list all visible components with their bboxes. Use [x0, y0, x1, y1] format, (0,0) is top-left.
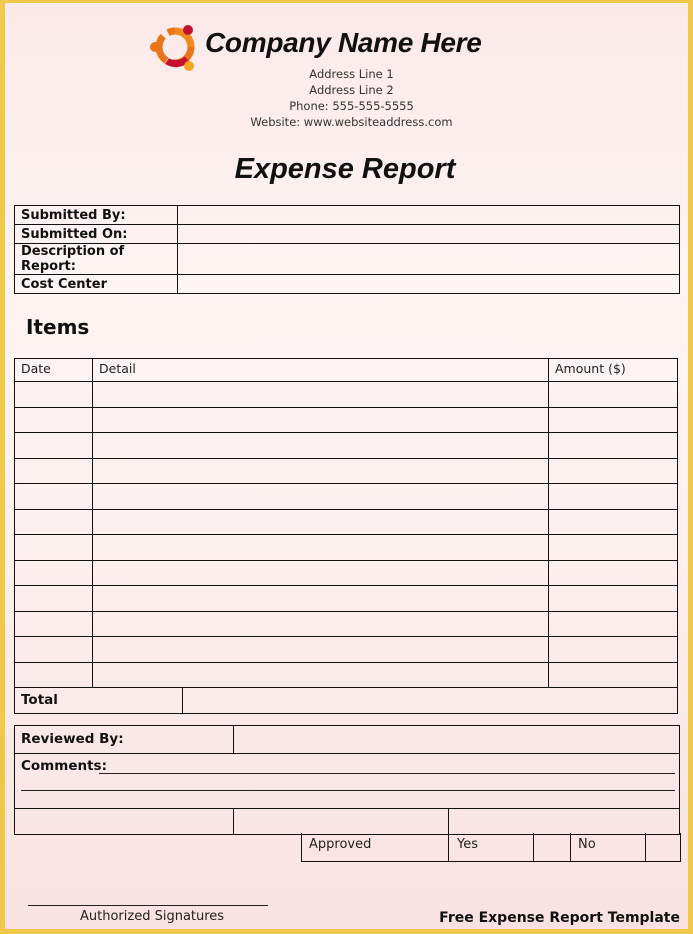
- submitted-by-field[interactable]: [178, 206, 680, 225]
- description-label: Description of Report:: [15, 244, 178, 275]
- total-field[interactable]: [184, 688, 677, 713]
- item-detail-cell[interactable]: [93, 509, 549, 535]
- item-detail-cell[interactable]: [93, 586, 549, 612]
- item-detail-cell[interactable]: [93, 535, 549, 561]
- comments-label: Comments:: [21, 758, 107, 774]
- approved-label: Approved: [309, 837, 372, 852]
- reviewed-by-field[interactable]: [235, 726, 679, 753]
- items-header-row: [15, 359, 678, 382]
- no-label: No: [578, 837, 596, 852]
- item-detail-cell[interactable]: [93, 611, 549, 637]
- review-box: [14, 725, 680, 835]
- item-amount-cell[interactable]: [549, 458, 678, 484]
- item-amount-cell[interactable]: [549, 611, 678, 637]
- submitted-on-field[interactable]: [178, 225, 680, 244]
- item-amount-cell[interactable]: [549, 535, 678, 561]
- item-detail-cell[interactable]: [93, 407, 549, 433]
- item-row: [15, 662, 678, 688]
- address-line-2: Address Line 2: [309, 83, 394, 97]
- item-date-cell[interactable]: [15, 433, 93, 459]
- item-date-cell[interactable]: [15, 586, 93, 612]
- divider: [448, 808, 449, 834]
- company-name: Company Name Here: [205, 27, 482, 58]
- item-detail-cell[interactable]: [93, 637, 549, 663]
- item-date-cell[interactable]: [15, 382, 93, 408]
- total-row: [14, 687, 678, 714]
- item-amount-cell[interactable]: [549, 637, 678, 663]
- divider: [15, 753, 679, 754]
- item-row: [15, 382, 678, 408]
- signature-line[interactable]: [28, 905, 268, 906]
- item-detail-cell[interactable]: [93, 433, 549, 459]
- submitted-by-label: Submitted By:: [15, 206, 178, 225]
- item-detail-cell[interactable]: [93, 458, 549, 484]
- authorized-signatures-label: Authorized Signatures: [80, 909, 225, 924]
- column-header-date: Date: [15, 359, 93, 382]
- item-date-cell[interactable]: [15, 458, 93, 484]
- item-detail-cell[interactable]: [93, 560, 549, 586]
- item-amount-cell[interactable]: [549, 407, 678, 433]
- item-row: [15, 637, 678, 663]
- item-detail-cell[interactable]: [93, 662, 549, 688]
- expense-report-page: [5, 3, 688, 929]
- description-field[interactable]: [178, 244, 680, 275]
- item-detail-cell[interactable]: [93, 382, 549, 408]
- comments-line-2[interactable]: [21, 790, 675, 791]
- item-date-cell[interactable]: [15, 484, 93, 510]
- item-row: [15, 586, 678, 612]
- column-header-detail: Detail: [93, 359, 549, 382]
- item-row: [15, 433, 678, 459]
- item-amount-cell[interactable]: [549, 560, 678, 586]
- item-amount-cell[interactable]: [549, 586, 678, 612]
- approval-row: [301, 833, 681, 862]
- no-checkbox[interactable]: [647, 833, 680, 861]
- phone-text: Phone: 555-555-5555: [289, 99, 414, 113]
- divider: [570, 833, 571, 861]
- item-date-cell[interactable]: [15, 611, 93, 637]
- item-amount-cell[interactable]: [549, 382, 678, 408]
- cost-center-field[interactable]: [178, 275, 680, 294]
- item-detail-cell[interactable]: [93, 484, 549, 510]
- cost-center-label: Cost Center: [15, 275, 178, 294]
- total-label: Total: [21, 692, 58, 708]
- template-label: Free Expense Report Template: [439, 910, 680, 926]
- item-row: [15, 458, 678, 484]
- comments-line-1[interactable]: [99, 773, 675, 774]
- address-line-1: Address Line 1: [309, 67, 394, 81]
- item-row: [15, 509, 678, 535]
- divider: [15, 808, 679, 809]
- item-date-cell[interactable]: [15, 509, 93, 535]
- yes-label: Yes: [457, 837, 478, 852]
- divider: [233, 808, 234, 834]
- yes-checkbox[interactable]: [535, 833, 570, 861]
- report-title: Expense Report: [234, 153, 456, 185]
- info-row-submitted-by: [15, 206, 680, 225]
- item-amount-cell[interactable]: [549, 662, 678, 688]
- item-row: [15, 611, 678, 637]
- item-date-cell[interactable]: [15, 637, 93, 663]
- item-row: [15, 560, 678, 586]
- item-date-cell[interactable]: [15, 662, 93, 688]
- divider: [448, 833, 449, 861]
- item-amount-cell[interactable]: [549, 484, 678, 510]
- column-header-amount: Amount ($): [549, 359, 678, 382]
- item-row: [15, 407, 678, 433]
- items-table: [14, 358, 678, 688]
- info-row-description: [15, 244, 680, 275]
- item-date-cell[interactable]: [15, 407, 93, 433]
- item-amount-cell[interactable]: [549, 509, 678, 535]
- item-amount-cell[interactable]: [549, 433, 678, 459]
- reviewed-by-label: Reviewed By:: [21, 731, 124, 747]
- website-text: Website: www.websiteaddress.com: [250, 115, 453, 129]
- item-row: [15, 535, 678, 561]
- submitted-on-label: Submitted On:: [15, 225, 178, 244]
- items-heading: Items: [26, 315, 90, 339]
- item-date-cell[interactable]: [15, 560, 93, 586]
- info-row-cost-center: [15, 275, 680, 294]
- info-row-submitted-on: [15, 225, 680, 244]
- item-date-cell[interactable]: [15, 535, 93, 561]
- item-row: [15, 484, 678, 510]
- report-info-table: [14, 205, 680, 294]
